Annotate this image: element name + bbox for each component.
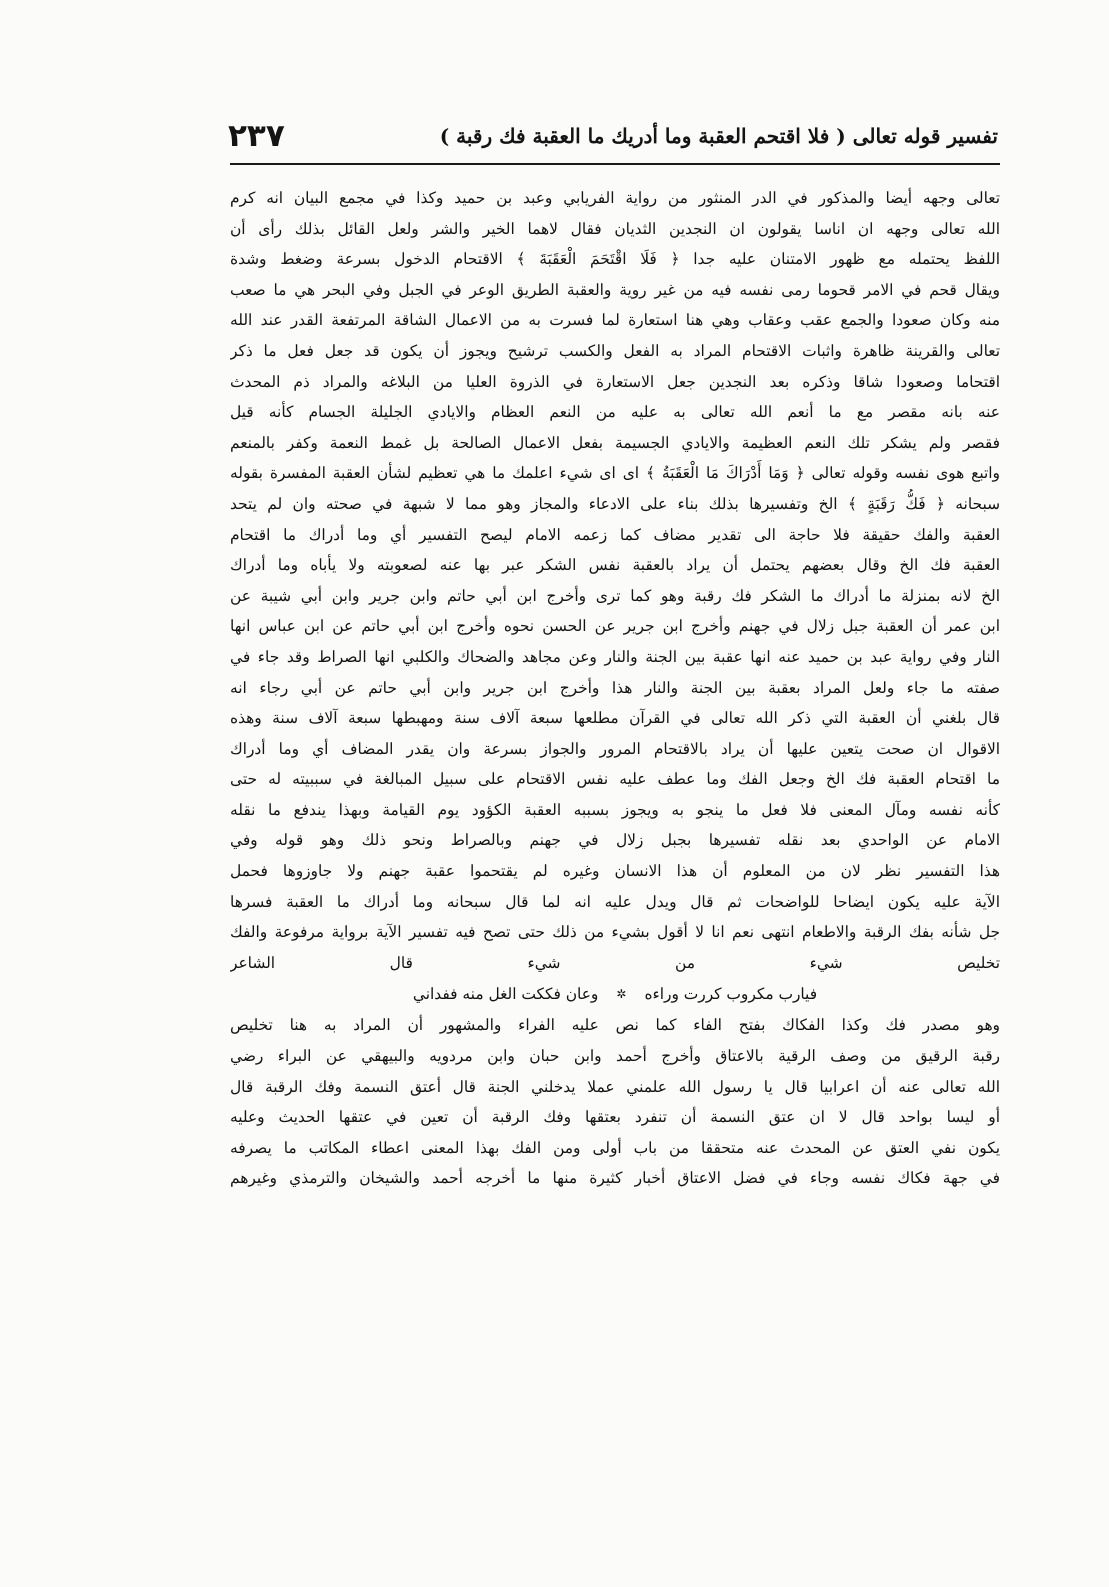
text-line: صفته ما جاء ولعل المراد بعقبة بين الجنة والنار هذا وأخرج ابن جرير وابن أبي حاتم عن أبي رجاء انه <box>230 678 1000 697</box>
text-line: تعالى والقرينة ظاهرة واثبات الاقتحام المراد به الفعل والكسب ترشيح ويجوز أن يكون قد جعل فعل ما ذكر <box>230 341 1000 360</box>
text-line: منه وكان صعودا والجمع عقب وعقاب وهي هنا استعارة لما فسرت به من الاعمال الشاقة المرتفعة القدر عند الله <box>230 311 1000 330</box>
running-title: تفسير قوله تعالى ( فلا اقتحم العقبة وما أدريك ما العقبة فك رقبة ) <box>439 124 998 148</box>
text-line: الاقوال ان صحت يتعين عليها أن يراد بالاقتحام المرور والجواز بسرعة وان يقدر المضاف أي وما أدراك <box>230 739 1000 758</box>
text-line: اللفظ يحتمله مع ظهور الامتنان عليه جدا ﴿ فَلَا اقْتَحَمَ الْعَقَبَةَ ﴾ الاقتحام الدخول بسرعة وضغط وشدة <box>230 250 1000 269</box>
text-line: ويقال قحم في الامر قحوما رمى نفسه فيه من غير روية والعقبة الطريق الوعر في الجبل وفي البحر هي ما صعب <box>230 280 1000 299</box>
text-line: أو ليسا بواحد قال لا ان عتق النسمة أن تنفرد بعتقها وفك الرقبة أن تعين في عتقها الحديث وعليه <box>230 1108 1000 1127</box>
text-line: ابن عمر أن العقبة جبل زلال في جهنم وأخرج ابن جرير عن الحسن نحوه وأخرج ابن أبي حاتم عن ابن عباس انها <box>230 617 1000 636</box>
text-line: تعالى وجهه أيضا والمذكور في الدر المنثور من رواية الفريابي وعبد بن حميد وكذا في مجمع البيان انه كرم <box>230 189 1000 207</box>
text-line: هذا التفسير نظر لان من المعلوم أن هذا الانسان وغيره لم يقتحموا عقبة جهنم ولا جاوزوها فحمل <box>230 862 1000 881</box>
poem-verse <box>230 978 1000 1010</box>
body-text <box>230 183 1000 1194</box>
text-line: العقبة فك الخ وقال بعضهم يحتمل أن يراد بالعقبة نفس الشكر عبر بها عنه لصعوبته ولا يأباه وما أدراك <box>230 556 1000 575</box>
text-line: الآية عليه يكون ايضاحا للواضحات ثم قال ويدل عليه انه لما قال سبحانه وما أدراك ما العقبة فسرها <box>230 892 1000 911</box>
text-line: الامام عن الواحدي بعد نقله تفسيرها بجبل زلال في جهنم وبالصراط ونحو ذلك وهو قوله وفي <box>230 831 1000 850</box>
text-line: تخليص شيء من شيء قال الشاعر <box>230 953 1000 972</box>
text-line: العقبة والفك حقيقة فلا حاجة الى تقدير مضاف كما زعمه الامام ليصح التفسير أي وما أدراك ما اقتحام <box>230 525 1000 544</box>
text-line: وهو مصدر فك وكذا الفكاك بفتح الفاء كما نص عليه الفراء والمشهور أن المراد به هنا تخليص <box>230 1016 1000 1035</box>
text-line: قال بلغني أن العقبة التي ذكر الله تعالى في القرآن مطلعها سبعة آلاف سنة ومهبطها سبعة آلاف سنة وهذه <box>230 709 1000 728</box>
poem-left-hemistich: وعان فككت الغل منه ففداني <box>412 985 599 1004</box>
text-line: جل شأنه بفك الرقبة والاطعام انتهى نعم انا لا أقول بشيء من ذلك حتى تصح فيه تفسير الآية برواية مرفوعة والفك <box>230 923 1000 942</box>
text-line: يكون نفي العتق عن المحدث عنه متحققا من باب أولى ومن الفك بهذا المعنى اعطاء المكاتب ما يصرفه <box>230 1138 1000 1157</box>
text-line: كأنه نفسه ومآل المعنى فلا فعل ما ينجو به ويجوز بسببه العقبة الكؤود يوم القيامة وبهذا يندفع ما نقله <box>230 800 1000 819</box>
text-line: عنه بانه مقصر مع ما أنعم الله تعالى به عليه من النعم العظام والايادي الجليلة الجسام كأنه قيل <box>230 403 1000 422</box>
page-header <box>228 112 998 160</box>
text-line: في جهة فكاك نفسه وجاء في فضل الاعتاق أخبار كثيرة منها ما أخرجه أحمد والشيخان والترمذي وغيرهم <box>230 1169 1000 1188</box>
text-line: رقبة الرقيق من وصف الرقية بالاعتاق وأخرج أحمد وابن حبان وابن مردويه والبيهقي عن البراء رضي <box>230 1047 1000 1066</box>
paragraph-after-poem <box>230 1010 1000 1194</box>
paragraph-before-poem <box>230 183 1000 978</box>
text-line: الله تعالى وجهه ان اناسا يقولون ان النجدين الثديان فقال لاهما الخير والشر ولعل القائل بذلك رأى أن <box>230 219 1000 238</box>
poem-right-hemistich: فيارب مكروب كررت وراءه <box>644 985 818 1004</box>
text-line: فقصر ولم يشكر تلك النعم العظيمة والايادي الجسيمة بفعل الاعمال الصالحة بل غمط النعمة وكفر بالمنعم <box>230 433 1000 452</box>
page-number: ٢٣٧ <box>228 118 285 154</box>
text-line: اقتحاما وصعودا شاقا وذكره بعد النجدين جعل الاستعارة في الذروة العليا من البلاغه والمراد ذم المحدث <box>230 372 1000 391</box>
text-line: الله تعالى عنه أن اعرابيا قال يا رسول الله علمني عملا يدخلني الجنة قال أعتق النسمة وفك الرقبة قال <box>230 1077 1000 1096</box>
poem-separator-star: ✲ <box>616 987 627 1002</box>
text-line: النار وفي رواية عبد بن حميد عنه انها عقبة بين الجنة والنار وعن مجاهد والضحاك والكلبي انها الصراط وقد جاء في <box>230 647 1000 666</box>
text-line: واتبع هوى نفسه وقوله تعالى ﴿ وَمَا أَدْرَاكَ مَا الْعَقَبَةُ ﴾ اى اى شيء اعلمك ما هي تعظيم لشأن العقبة المفسرة بقوله <box>230 464 1000 483</box>
text-line: سبحانه ﴿ فَكُّ رَقَبَةٍ ﴾ الخ وتفسيرها بذلك بناء على الادعاء والمجاز وهو مما لا شبهة في صحته وان لم يتحد <box>230 494 1000 513</box>
text-line: الخ لانه بمنزلة ما أدراك ما الشكر فك رقبة وهو كما ترى وأخرج ابن أبي حاتم وابن جرير وابن أبي شيبة عن <box>230 586 1000 605</box>
header-divider <box>230 163 1000 165</box>
text-line: ما اقتحام العقبة فك الخ وجعل الفك وما عطف عليه نفس الاقتحام على سبيل المبالغة في سببيته له حتى <box>230 770 1000 789</box>
